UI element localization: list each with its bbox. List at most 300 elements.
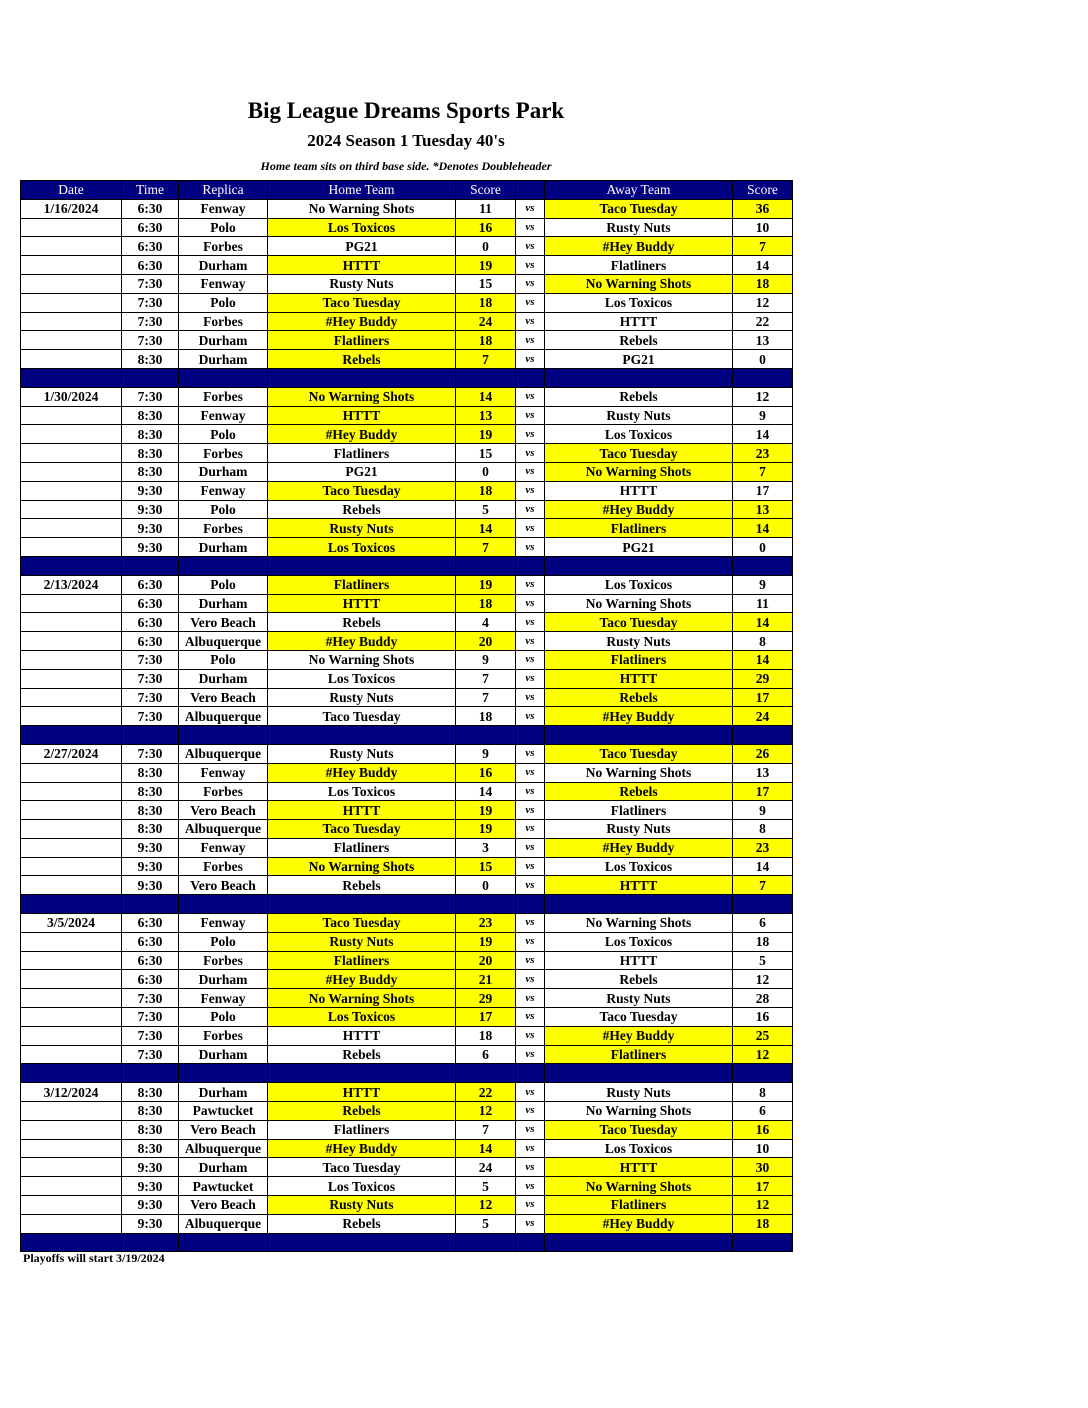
- separator-cell: [122, 726, 179, 745]
- time-cell: 6:30: [122, 237, 179, 256]
- time-cell: 7:30: [122, 387, 179, 406]
- vs-cell: vs: [516, 444, 545, 463]
- separator-cell: [733, 726, 793, 745]
- separator-cell: [179, 368, 268, 387]
- replica-cell: Albuquerque: [179, 1139, 268, 1158]
- replica-cell: Durham: [179, 538, 268, 557]
- date-cell: [21, 444, 122, 463]
- replica-cell: Polo: [179, 650, 268, 669]
- vs-cell: vs: [516, 350, 545, 369]
- date-cell: [21, 763, 122, 782]
- table-row: [21, 462, 793, 481]
- replica-cell: Pawtucket: [179, 1102, 268, 1121]
- home-team-cell: HTTT: [268, 594, 456, 613]
- vs-cell: vs: [516, 857, 545, 876]
- away-score-cell: 13: [733, 500, 793, 519]
- away-team-cell: PG21: [545, 538, 733, 557]
- away-team-cell: No Warning Shots: [545, 1177, 733, 1196]
- separator-cell: [122, 368, 179, 387]
- home-score-cell: 23: [456, 914, 516, 933]
- page-title: Big League Dreams Sports Park: [247, 98, 565, 123]
- table-row: [21, 782, 793, 801]
- replica-cell: Forbes: [179, 444, 268, 463]
- vs-cell: vs: [516, 1196, 545, 1215]
- separator-cell: [179, 895, 268, 914]
- home-team-cell: Rusty Nuts: [268, 744, 456, 763]
- away-score-cell: 26: [733, 744, 793, 763]
- replica-cell: Polo: [179, 500, 268, 519]
- table-row: [21, 500, 793, 519]
- home-score-cell: 14: [456, 387, 516, 406]
- time-cell: 8:30: [122, 1120, 179, 1139]
- home-team-cell: Los Toxicos: [268, 1008, 456, 1027]
- away-score-cell: 17: [733, 481, 793, 500]
- away-team-cell: Rusty Nuts: [545, 406, 733, 425]
- away-score-cell: 22: [733, 312, 793, 331]
- table-row: [21, 218, 793, 237]
- vs-cell: vs: [516, 914, 545, 933]
- away-score-cell: 6: [733, 914, 793, 933]
- away-team-cell: No Warning Shots: [545, 594, 733, 613]
- vs-cell: vs: [516, 256, 545, 275]
- home-score-cell: 18: [456, 331, 516, 350]
- col-header-time: Time: [122, 181, 179, 200]
- home-score-cell: 24: [456, 1158, 516, 1177]
- home-score-cell: 5: [456, 1214, 516, 1233]
- away-score-cell: 14: [733, 650, 793, 669]
- time-cell: 8:30: [122, 1102, 179, 1121]
- home-team-cell: Flatliners: [268, 444, 456, 463]
- vs-cell: vs: [516, 820, 545, 839]
- time-cell: 6:30: [122, 632, 179, 651]
- separator-cell: [21, 1233, 122, 1252]
- date-cell: [21, 237, 122, 256]
- time-cell: 7:30: [122, 650, 179, 669]
- home-score-cell: 12: [456, 1102, 516, 1121]
- schedule-body: [21, 199, 793, 1252]
- date-cell: [21, 293, 122, 312]
- separator-cell: [268, 556, 456, 575]
- away-team-cell: No Warning Shots: [545, 763, 733, 782]
- separator-cell: [545, 556, 733, 575]
- table-row: [21, 1008, 793, 1027]
- home-score-cell: 15: [456, 274, 516, 293]
- time-cell: 8:30: [122, 820, 179, 839]
- away-score-cell: 12: [733, 1196, 793, 1215]
- replica-cell: Durham: [179, 331, 268, 350]
- away-score-cell: 13: [733, 331, 793, 350]
- replica-cell: Vero Beach: [179, 688, 268, 707]
- date-cell: [21, 613, 122, 632]
- vs-cell: vs: [516, 462, 545, 481]
- home-score-cell: 0: [456, 876, 516, 895]
- time-cell: 7:30: [122, 274, 179, 293]
- date-cell: 2/13/2024: [21, 575, 122, 594]
- home-score-cell: 7: [456, 688, 516, 707]
- away-team-cell: Los Toxicos: [545, 575, 733, 594]
- away-score-cell: 17: [733, 1177, 793, 1196]
- home-team-cell: Taco Tuesday: [268, 820, 456, 839]
- home-score-cell: 15: [456, 857, 516, 876]
- table-row: [21, 650, 793, 669]
- away-score-cell: 25: [733, 1026, 793, 1045]
- vs-cell: vs: [516, 782, 545, 801]
- away-team-cell: HTTT: [545, 1158, 733, 1177]
- home-team-cell: Los Toxicos: [268, 782, 456, 801]
- home-team-cell: Taco Tuesday: [268, 293, 456, 312]
- table-row: [21, 425, 793, 444]
- home-score-cell: 20: [456, 951, 516, 970]
- away-score-cell: 17: [733, 688, 793, 707]
- home-team-cell: Rusty Nuts: [268, 274, 456, 293]
- date-cell: [21, 1102, 122, 1121]
- home-team-cell: Rebels: [268, 876, 456, 895]
- date-cell: [21, 650, 122, 669]
- away-score-cell: 9: [733, 406, 793, 425]
- vs-cell: vs: [516, 425, 545, 444]
- vs-cell: vs: [516, 989, 545, 1008]
- home-score-cell: 18: [456, 1026, 516, 1045]
- separator-cell: [122, 1064, 179, 1083]
- vs-cell: vs: [516, 481, 545, 500]
- home-team-cell: #Hey Buddy: [268, 1139, 456, 1158]
- away-team-cell: Flatliners: [545, 1045, 733, 1064]
- vs-cell: vs: [516, 707, 545, 726]
- replica-cell: Albuquerque: [179, 1214, 268, 1233]
- time-cell: 7:30: [122, 707, 179, 726]
- home-score-cell: 9: [456, 650, 516, 669]
- home-team-cell: Flatliners: [268, 1120, 456, 1139]
- date-cell: [21, 688, 122, 707]
- date-cell: [21, 350, 122, 369]
- vs-cell: vs: [516, 650, 545, 669]
- date-cell: [21, 481, 122, 500]
- table-row: [21, 237, 793, 256]
- home-team-cell: Los Toxicos: [268, 218, 456, 237]
- week-separator-row: [21, 895, 793, 914]
- time-cell: 6:30: [122, 932, 179, 951]
- home-team-cell: Taco Tuesday: [268, 1158, 456, 1177]
- replica-cell: Albuquerque: [179, 707, 268, 726]
- date-cell: [21, 312, 122, 331]
- vs-cell: vs: [516, 669, 545, 688]
- vs-cell: vs: [516, 744, 545, 763]
- away-team-cell: No Warning Shots: [545, 914, 733, 933]
- table-row: [21, 763, 793, 782]
- table-row: [21, 1102, 793, 1121]
- replica-cell: Fenway: [179, 481, 268, 500]
- separator-cell: [516, 368, 545, 387]
- away-team-cell: Rusty Nuts: [545, 218, 733, 237]
- date-cell: [21, 1120, 122, 1139]
- away-team-cell: Flatliners: [545, 801, 733, 820]
- replica-cell: Polo: [179, 425, 268, 444]
- away-score-cell: 7: [733, 237, 793, 256]
- vs-cell: vs: [516, 312, 545, 331]
- time-cell: 8:30: [122, 1139, 179, 1158]
- home-score-cell: 7: [456, 538, 516, 557]
- separator-cell: [268, 895, 456, 914]
- home-team-cell: #Hey Buddy: [268, 970, 456, 989]
- vs-cell: vs: [516, 970, 545, 989]
- home-team-cell: Rebels: [268, 1102, 456, 1121]
- time-cell: 9:30: [122, 481, 179, 500]
- home-score-cell: 13: [456, 406, 516, 425]
- separator-cell: [21, 556, 122, 575]
- away-team-cell: Flatliners: [545, 1196, 733, 1215]
- table-row: [21, 594, 793, 613]
- vs-cell: vs: [516, 331, 545, 350]
- table-row: [21, 387, 793, 406]
- time-cell: 6:30: [122, 970, 179, 989]
- replica-cell: Polo: [179, 932, 268, 951]
- home-score-cell: 18: [456, 594, 516, 613]
- vs-cell: vs: [516, 1214, 545, 1233]
- away-score-cell: 9: [733, 801, 793, 820]
- home-team-cell: Rebels: [268, 350, 456, 369]
- replica-cell: Albuquerque: [179, 820, 268, 839]
- home-score-cell: 19: [456, 932, 516, 951]
- date-cell: [21, 274, 122, 293]
- date-cell: [21, 838, 122, 857]
- away-score-cell: 8: [733, 820, 793, 839]
- away-score-cell: 11: [733, 594, 793, 613]
- table-row: [21, 989, 793, 1008]
- time-cell: 8:30: [122, 406, 179, 425]
- col-header-home-team: Home Team: [268, 181, 456, 200]
- home-score-cell: 18: [456, 293, 516, 312]
- week-separator-row: [21, 726, 793, 745]
- table-row: [21, 256, 793, 275]
- away-score-cell: 8: [733, 632, 793, 651]
- table-row: [21, 707, 793, 726]
- date-cell: [21, 1177, 122, 1196]
- week-separator-row: [21, 1064, 793, 1083]
- away-team-cell: HTTT: [545, 876, 733, 895]
- time-cell: 7:30: [122, 688, 179, 707]
- page-subtitle: 2024 Season 1 Tuesday 40's: [307, 131, 505, 150]
- time-cell: 9:30: [122, 876, 179, 895]
- away-score-cell: 14: [733, 256, 793, 275]
- vs-cell: vs: [516, 1158, 545, 1177]
- table-row: [21, 1177, 793, 1196]
- date-cell: [21, 519, 122, 538]
- away-team-cell: Rebels: [545, 688, 733, 707]
- vs-cell: vs: [516, 1139, 545, 1158]
- away-score-cell: 29: [733, 669, 793, 688]
- date-cell: [21, 462, 122, 481]
- table-row: [21, 331, 793, 350]
- home-team-cell: HTTT: [268, 801, 456, 820]
- separator-cell: [545, 895, 733, 914]
- time-cell: 6:30: [122, 594, 179, 613]
- away-team-cell: HTTT: [545, 951, 733, 970]
- date-cell: [21, 1026, 122, 1045]
- home-score-cell: 15: [456, 444, 516, 463]
- home-score-cell: 29: [456, 989, 516, 1008]
- vs-cell: vs: [516, 1045, 545, 1064]
- date-cell: [21, 876, 122, 895]
- date-cell: 2/27/2024: [21, 744, 122, 763]
- time-cell: 8:30: [122, 763, 179, 782]
- table-row: [21, 688, 793, 707]
- replica-cell: Pawtucket: [179, 1177, 268, 1196]
- date-cell: [21, 932, 122, 951]
- time-cell: 6:30: [122, 951, 179, 970]
- date-cell: [21, 801, 122, 820]
- replica-cell: Fenway: [179, 914, 268, 933]
- home-score-cell: 7: [456, 1120, 516, 1139]
- date-cell: 3/5/2024: [21, 914, 122, 933]
- separator-cell: [516, 895, 545, 914]
- separator-cell: [733, 895, 793, 914]
- away-team-cell: No Warning Shots: [545, 1102, 733, 1121]
- separator-cell: [516, 1064, 545, 1083]
- home-team-cell: #Hey Buddy: [268, 425, 456, 444]
- home-team-cell: #Hey Buddy: [268, 763, 456, 782]
- away-score-cell: 0: [733, 538, 793, 557]
- date-cell: [21, 1008, 122, 1027]
- away-team-cell: Rusty Nuts: [545, 989, 733, 1008]
- separator-cell: [733, 556, 793, 575]
- table-row: [21, 1158, 793, 1177]
- table-row: [21, 932, 793, 951]
- vs-cell: vs: [516, 387, 545, 406]
- separator-cell: [456, 895, 516, 914]
- time-cell: 6:30: [122, 613, 179, 632]
- away-team-cell: HTTT: [545, 669, 733, 688]
- time-cell: 9:30: [122, 500, 179, 519]
- vs-cell: vs: [516, 688, 545, 707]
- week-separator-row: [21, 556, 793, 575]
- table-row: [21, 1026, 793, 1045]
- replica-cell: Vero Beach: [179, 801, 268, 820]
- separator-cell: [21, 368, 122, 387]
- away-team-cell: Flatliners: [545, 519, 733, 538]
- away-team-cell: Taco Tuesday: [545, 1008, 733, 1027]
- away-score-cell: 23: [733, 838, 793, 857]
- date-cell: [21, 857, 122, 876]
- replica-cell: Fenway: [179, 989, 268, 1008]
- table-row: [21, 669, 793, 688]
- week-separator-row: [21, 1233, 793, 1252]
- replica-cell: Fenway: [179, 838, 268, 857]
- home-score-cell: 21: [456, 970, 516, 989]
- away-team-cell: No Warning Shots: [545, 462, 733, 481]
- separator-cell: [21, 726, 122, 745]
- time-cell: 7:30: [122, 1008, 179, 1027]
- schedule-table: [20, 180, 793, 1252]
- home-team-cell: HTTT: [268, 1026, 456, 1045]
- table-row: [21, 1120, 793, 1139]
- away-team-cell: Taco Tuesday: [545, 1120, 733, 1139]
- home-team-cell: #Hey Buddy: [268, 632, 456, 651]
- separator-cell: [179, 556, 268, 575]
- replica-cell: Durham: [179, 462, 268, 481]
- table-header-row: [21, 181, 793, 200]
- date-cell: [21, 820, 122, 839]
- table-row: [21, 970, 793, 989]
- replica-cell: Forbes: [179, 857, 268, 876]
- separator-cell: [179, 726, 268, 745]
- time-cell: 6:30: [122, 256, 179, 275]
- replica-cell: Forbes: [179, 519, 268, 538]
- vs-cell: vs: [516, 293, 545, 312]
- away-score-cell: 10: [733, 1139, 793, 1158]
- date-cell: [21, 1045, 122, 1064]
- table-row: [21, 1196, 793, 1215]
- home-score-cell: 19: [456, 256, 516, 275]
- away-score-cell: 14: [733, 857, 793, 876]
- table-row: [21, 481, 793, 500]
- time-cell: 7:30: [122, 331, 179, 350]
- vs-cell: vs: [516, 932, 545, 951]
- time-cell: 8:30: [122, 425, 179, 444]
- time-cell: 9:30: [122, 1177, 179, 1196]
- separator-cell: [21, 1064, 122, 1083]
- vs-cell: vs: [516, 500, 545, 519]
- away-score-cell: 0: [733, 350, 793, 369]
- away-score-cell: 28: [733, 989, 793, 1008]
- away-team-cell: #Hey Buddy: [545, 707, 733, 726]
- table-row: [21, 1139, 793, 1158]
- home-score-cell: 5: [456, 500, 516, 519]
- replica-cell: Durham: [179, 1045, 268, 1064]
- away-score-cell: 6: [733, 1102, 793, 1121]
- away-team-cell: Los Toxicos: [545, 932, 733, 951]
- home-team-cell: Rebels: [268, 1214, 456, 1233]
- away-score-cell: 14: [733, 519, 793, 538]
- time-cell: 9:30: [122, 838, 179, 857]
- date-cell: [21, 1214, 122, 1233]
- home-team-cell: Rusty Nuts: [268, 688, 456, 707]
- time-cell: 7:30: [122, 669, 179, 688]
- separator-cell: [456, 1064, 516, 1083]
- home-team-cell: Rusty Nuts: [268, 1196, 456, 1215]
- separator-cell: [733, 368, 793, 387]
- date-cell: [21, 500, 122, 519]
- home-score-cell: 11: [456, 199, 516, 218]
- home-team-cell: #Hey Buddy: [268, 312, 456, 331]
- vs-cell: vs: [516, 1102, 545, 1121]
- table-row: [21, 199, 793, 218]
- away-score-cell: 9: [733, 575, 793, 594]
- home-team-cell: PG21: [268, 462, 456, 481]
- time-cell: 7:30: [122, 1026, 179, 1045]
- home-team-cell: Rebels: [268, 613, 456, 632]
- table-row: [21, 820, 793, 839]
- home-team-cell: Los Toxicos: [268, 538, 456, 557]
- replica-cell: Durham: [179, 256, 268, 275]
- home-score-cell: 24: [456, 312, 516, 331]
- replica-cell: Polo: [179, 1008, 268, 1027]
- home-score-cell: 14: [456, 1139, 516, 1158]
- table-row: [21, 350, 793, 369]
- date-cell: [21, 1196, 122, 1215]
- home-team-cell: Rusty Nuts: [268, 932, 456, 951]
- away-score-cell: 16: [733, 1120, 793, 1139]
- away-team-cell: #Hey Buddy: [545, 838, 733, 857]
- time-cell: 8:30: [122, 801, 179, 820]
- replica-cell: Polo: [179, 218, 268, 237]
- table-row: [21, 1214, 793, 1233]
- separator-cell: [516, 556, 545, 575]
- home-score-cell: 6: [456, 1045, 516, 1064]
- home-score-cell: 20: [456, 632, 516, 651]
- home-score-cell: 19: [456, 575, 516, 594]
- away-team-cell: Los Toxicos: [545, 1139, 733, 1158]
- time-cell: 7:30: [122, 312, 179, 331]
